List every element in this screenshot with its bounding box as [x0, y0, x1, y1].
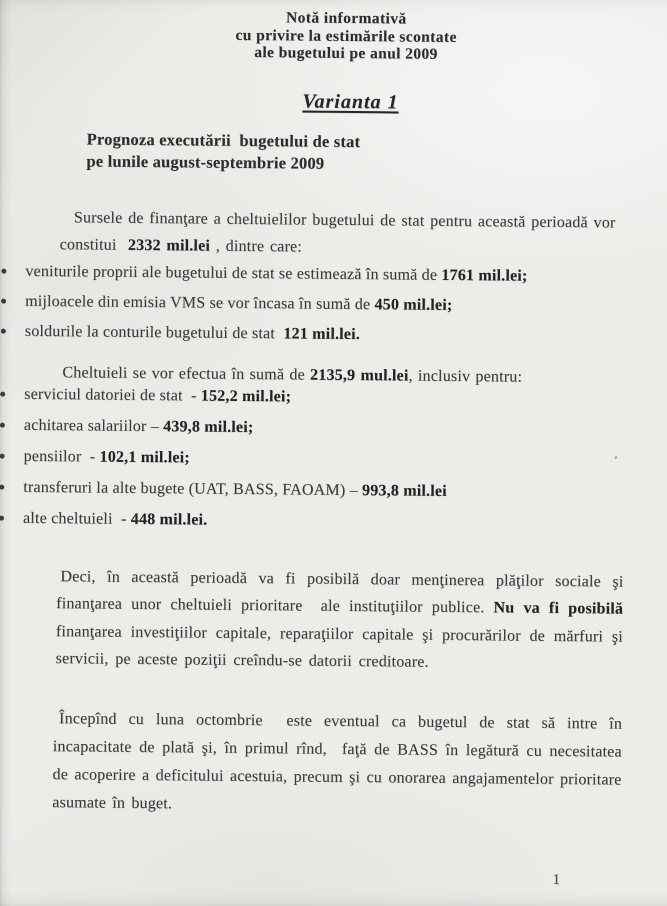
sources-intro-paragraph	[60, 204, 631, 263]
sources-intro-pre: Sursele de finanţare a cheltuielilor bugetului de stat pentru această perioadă vor constitui	[59, 208, 616, 254]
social-paragraph-bold: Nu va fi posibilă	[493, 599, 624, 618]
source-bullet-vms	[0, 287, 664, 321]
bullet-text: pensiilor -	[23, 447, 100, 466]
expenses-total-amount: 2135,9 mul.lei	[310, 366, 409, 385]
sources-bullet-list	[0, 257, 664, 351]
bullet-amount: 448 mil.lei.	[130, 510, 208, 529]
expense-bullet-salaries	[0, 415, 663, 441]
bullet-dot-icon	[0, 484, 4, 489]
bullet-dot-icon	[1, 328, 6, 333]
bullet-dot-icon	[0, 453, 5, 458]
document-title-line-2: cu privire la estimările scontate	[235, 26, 457, 46]
expense-bullet-transfers	[0, 477, 662, 503]
bullet-dot-icon	[0, 391, 5, 396]
bullet-text: transferuri la alte bugete (UAT, BASS, FAOAM) –	[23, 478, 363, 499]
variant-heading	[35, 86, 666, 116]
sources-total-amount: 2332 mil.lei	[127, 236, 211, 255]
expenses-intro-pre: Cheltuieli se vor efectua în sumă de	[62, 363, 311, 384]
bullet-dot-icon	[0, 515, 4, 520]
variant-heading-text: Varianta 1	[302, 90, 399, 113]
october-paragraph: Începînd cu luna octombrie este eventual ca bugetul de stat să intre în incapacitate de plată şi, în primul rînd, faţă de BASS în legătură cu necesitatea de acoperire a deficitului acestuia, precum şi cu onorarea angajamentelor prioritare asumate în buget.	[52, 709, 623, 812]
source-bullet-own-revenues	[0, 257, 664, 291]
expenses-bullet-list	[0, 384, 663, 534]
bullet-amount: 102,1 mil.lei;	[99, 448, 190, 466]
bullet-text: mijloacele din emisia VMS se vor încasa în sumă de	[25, 292, 375, 313]
page-number: 1	[552, 871, 561, 889]
bullet-text: serviciul datoriei de stat -	[24, 385, 201, 405]
bullet-amount: 993,8 mil.lei	[361, 481, 447, 500]
bullet-dot-icon	[1, 298, 6, 303]
bullet-text: veniturile proprii ale bugetului de stat se estimează în sumă de	[25, 262, 442, 284]
bullet-amount: 450 mil.lei;	[374, 295, 453, 314]
document-title-line-1: Notă informativă	[286, 9, 407, 28]
document-title	[25, 0, 667, 66]
bullet-dot-icon	[1, 268, 6, 273]
bullet-text: alte cheltuieli -	[22, 509, 131, 528]
bullet-amount: 121 mil.lei.	[283, 324, 361, 343]
social-paragraph-pre: Deci, în această perioadă va fi posibilă doar menţinerea plăţilor sociale şi finanţarea unor cheltuieli prioritare ale instituţiilor publice.	[56, 567, 624, 617]
expenses-intro-post: , inclusiv pentru:	[408, 367, 523, 386]
bullet-text: soldurile la conturile bugetului de stat	[24, 322, 284, 342]
social-paragraph-post: finanţarea investiţiilor capitale, reparaţiilor capitale şi procurărilor de mărfuri şi servicii, pe aceste poziţii creîndu-se datorii creditoare.	[55, 622, 623, 671]
expense-bullet-pensions	[0, 446, 663, 472]
bullet-text: achitarea salariilor –	[23, 416, 164, 435]
bullet-dot-icon	[0, 422, 5, 427]
bullet-amount: 152,2 mil.lei;	[200, 387, 292, 405]
forecast-heading	[86, 128, 665, 178]
forecast-heading-line-2: pe lunile august-septembrie 2009	[86, 150, 325, 173]
source-bullet-balances	[0, 317, 664, 351]
bullet-amount: 1761 mil.lei;	[441, 266, 528, 285]
bullet-amount: 439,8 mil.lei;	[163, 417, 254, 436]
sources-intro-post: , dintre care:	[210, 237, 303, 256]
forecast-heading-line-1: Prognoza executării bugetului de stat	[86, 128, 361, 151]
social-payments-paragraph	[56, 563, 624, 678]
expense-bullet-other	[0, 508, 662, 534]
scan-speck-artifact: ’	[612, 454, 619, 467]
document-title-line-3: ale bugetului pe anul 2009	[254, 44, 438, 63]
